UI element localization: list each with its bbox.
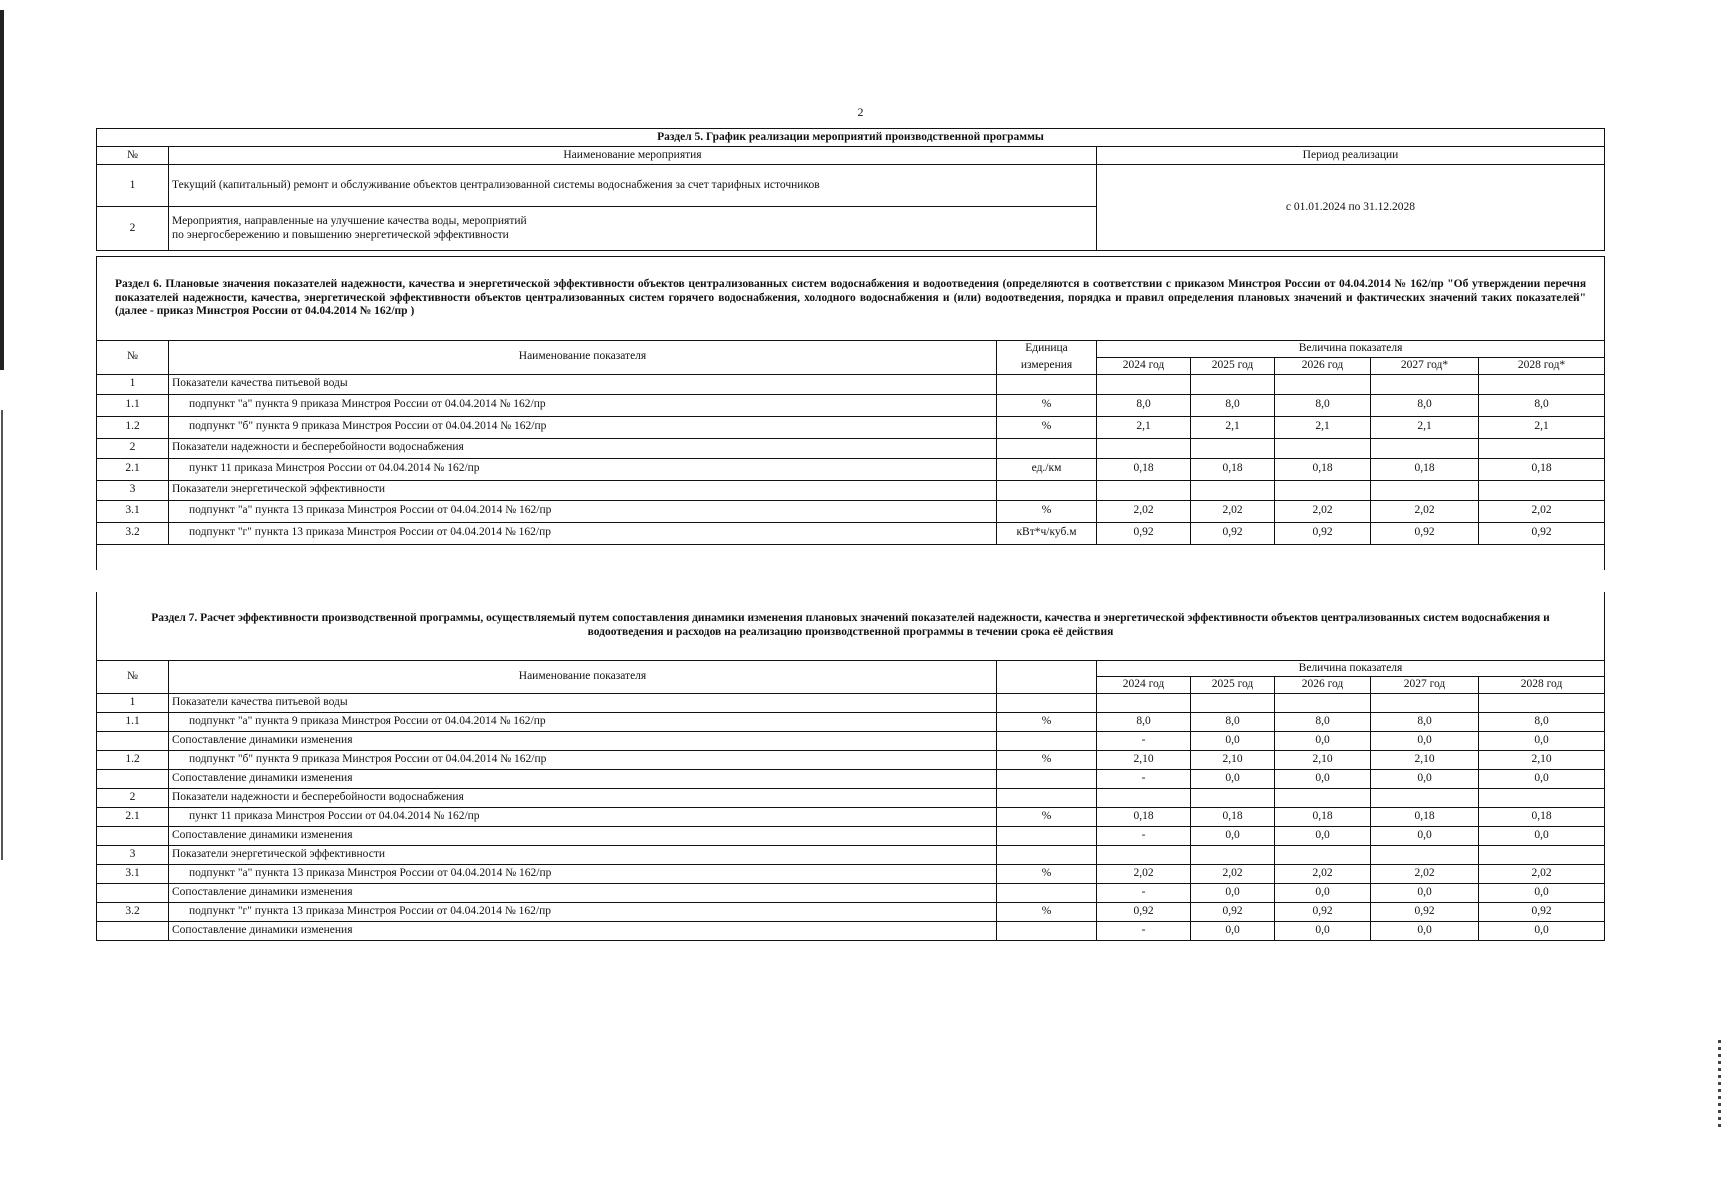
unit-cell [997,480,1097,500]
unit-cell: % [997,808,1097,827]
value-cell: 0,18 [1191,808,1275,827]
value-cell: 8,0 [1097,713,1191,732]
value-cell [1479,694,1605,713]
unit-cell: ед./км [997,458,1097,480]
unit-cell: % [997,903,1097,922]
value-cell: 2,02 [1097,865,1191,884]
indicator-name: подпункт "б" пункта 9 приказа Минстроя России от 04.04.2014 № 162/пр [169,416,997,438]
value-cell: 0,0 [1275,732,1371,751]
indicator-name: подпункт "а" пункта 13 приказа Минстроя России от 04.04.2014 № 162/пр [169,865,997,884]
year-header: 2025 год [1191,357,1275,374]
row-number: 1 [97,694,169,713]
table-row [97,500,1605,522]
indicator-name: Показатели качества питьевой воды [169,694,997,713]
value-cell: 0,18 [1371,458,1479,480]
year-header: 2028 год* [1479,357,1605,374]
col-name-header: Наименование показателя [169,660,997,694]
col-no-header: № [97,660,169,694]
col-unit-header [997,660,1097,694]
value-cell: 0,0 [1371,732,1479,751]
value-cell: 0,92 [1479,522,1605,544]
table-row [97,480,1605,500]
indicator-name: Показатели энергетической эффективности [169,846,997,865]
value-cell: - [1097,732,1191,751]
value-cell: 0,0 [1191,884,1275,903]
value-cell: 2,02 [1097,500,1191,522]
value-cell [1371,694,1479,713]
event-name: Мероприятия, направленные на улучшение качества воды, мероприятий по энергосбережению и повышению энергетической эффективности [169,207,1097,251]
table-row [97,827,1605,846]
value-cell [1371,789,1479,808]
value-cell [1479,846,1605,865]
unit-cell [997,922,1097,941]
value-cell: 2,1 [1371,416,1479,438]
value-cell: 2,10 [1479,751,1605,770]
col-period-header: Период реализации [1097,147,1605,165]
section7-table [96,592,1605,941]
row-number [97,884,169,903]
row-number: 1.2 [97,751,169,770]
value-cell: - [1097,770,1191,789]
indicator-name: подпункт "г" пункта 13 приказа Минстроя России от 04.04.2014 № 162/пр [169,903,997,922]
value-cell: 0,18 [1275,808,1371,827]
value-cell: - [1097,884,1191,903]
page-number: 2 [857,105,864,119]
value-cell [1479,789,1605,808]
value-cell: 0,0 [1275,827,1371,846]
value-cell [1371,480,1479,500]
row-number: 3 [97,846,169,865]
year-header: 2025 год [1191,677,1275,694]
col-name-header: Наименование показателя [169,341,997,375]
col-unit-header: измерения [997,357,1097,374]
indicator-name: Показатели качества питьевой воды [169,374,997,394]
value-cell: 0,18 [1275,458,1371,480]
value-cell: 0,18 [1097,458,1191,480]
col-value-header: Величина показателя [1097,341,1605,358]
table-row [97,374,1605,394]
year-header: 2028 год [1479,677,1605,694]
value-cell: 0,0 [1275,884,1371,903]
indicator-name: Показатели энергетической эффективности [169,480,997,500]
scan-edge-mark [0,10,4,370]
table-row [97,522,1605,544]
unit-cell: кВт*ч/куб.м [997,522,1097,544]
value-cell: 2,1 [1479,416,1605,438]
row-number: 2.1 [97,458,169,480]
table-row [97,694,1605,713]
row-number: 1.1 [97,394,169,416]
section5-table [96,128,1605,251]
value-cell: 2,10 [1275,751,1371,770]
row-number: 2 [97,207,169,251]
value-cell: 8,0 [1097,394,1191,416]
table-row [97,416,1605,438]
indicator-name: Сопоставление динамики изменения [169,732,997,751]
col-value-header: Величина показателя [1097,660,1605,677]
value-cell: 2,10 [1371,751,1479,770]
row-number: 3.1 [97,500,169,522]
value-cell [1097,438,1191,458]
row-number: 2.1 [97,808,169,827]
value-cell [1275,694,1371,713]
value-cell: 8,0 [1275,394,1371,416]
value-cell: 0,92 [1275,903,1371,922]
unit-cell [997,770,1097,789]
col-no-header: № [97,341,169,375]
unit-cell: % [997,865,1097,884]
value-cell: 2,10 [1191,751,1275,770]
table-row [97,751,1605,770]
section5-title: Раздел 5. График реализации мероприятий производственной программы [97,129,1605,147]
value-cell [1371,438,1479,458]
value-cell [1191,846,1275,865]
value-cell: 0,0 [1479,732,1605,751]
value-cell: 0,92 [1191,522,1275,544]
value-cell: 8,0 [1275,713,1371,732]
value-cell: 0,0 [1479,770,1605,789]
value-cell: 0,0 [1479,827,1605,846]
value-cell [1097,694,1191,713]
value-cell: 2,02 [1191,500,1275,522]
value-cell: 8,0 [1479,713,1605,732]
row-number: 3.2 [97,522,169,544]
year-header: 2024 год [1097,677,1191,694]
value-cell [1191,694,1275,713]
year-header: 2027 год* [1371,357,1479,374]
indicator-name: Сопоставление динамики изменения [169,827,997,846]
indicator-name: подпункт "а" пункта 9 приказа Минстроя России от 04.04.2014 № 162/пр [169,713,997,732]
value-cell [1371,846,1479,865]
value-cell [1479,480,1605,500]
table-row [97,922,1605,941]
table-row [97,732,1605,751]
section6-table [96,256,1605,570]
unit-cell: % [997,416,1097,438]
unit-cell: % [997,713,1097,732]
row-number [97,732,169,751]
table-row [97,903,1605,922]
value-cell: 0,0 [1191,827,1275,846]
value-cell: 0,0 [1191,770,1275,789]
value-cell [1275,480,1371,500]
value-cell: 2,1 [1275,416,1371,438]
value-cell: 0,92 [1097,522,1191,544]
row-number: 2 [97,438,169,458]
unit-cell [997,438,1097,458]
value-cell: 8,0 [1191,713,1275,732]
row-number: 1.1 [97,713,169,732]
event-name: Текущий (капитальный) ремонт и обслуживание объектов централизованной системы водоснабжения за счет тарифных источников [169,165,1097,207]
value-cell [1097,789,1191,808]
value-cell: 0,92 [1371,522,1479,544]
value-cell [1275,374,1371,394]
value-cell [1097,480,1191,500]
value-cell: 0,0 [1275,922,1371,941]
value-cell: 0,0 [1275,770,1371,789]
value-cell: 2,02 [1479,500,1605,522]
value-cell: 0,18 [1371,808,1479,827]
value-cell: 2,02 [1275,865,1371,884]
row-number: 3.1 [97,865,169,884]
unit-cell [997,694,1097,713]
row-number: 1 [97,374,169,394]
row-number: 1 [97,165,169,207]
value-cell: 2,02 [1191,865,1275,884]
value-cell: 2,1 [1191,416,1275,438]
implementation-period: с 01.01.2024 по 31.12.2028 [1097,165,1605,251]
value-cell: 8,0 [1191,394,1275,416]
value-cell [1275,789,1371,808]
value-cell: 0,0 [1479,884,1605,903]
table-row [97,165,1605,207]
value-cell: 0,0 [1479,922,1605,941]
value-cell: 8,0 [1371,713,1479,732]
value-cell: 0,92 [1191,903,1275,922]
value-cell [1275,846,1371,865]
unit-cell [997,884,1097,903]
table-row [97,789,1605,808]
indicator-name: Показатели надежности и бесперебойности водоснабжения [169,438,997,458]
year-header: 2026 год [1275,677,1371,694]
value-cell: - [1097,922,1191,941]
indicator-name: Сопоставление динамики изменения [169,770,997,789]
value-cell: 0,0 [1191,922,1275,941]
value-cell: 2,02 [1371,500,1479,522]
year-header: 2027 год [1371,677,1479,694]
scan-edge-mark [1,410,3,860]
indicator-name: Сопоставление динамики изменения [169,884,997,903]
value-cell: 0,92 [1479,903,1605,922]
value-cell [1479,438,1605,458]
table-row [97,846,1605,865]
table-row [97,770,1605,789]
section6-body [97,374,1605,544]
row-number: 1.2 [97,416,169,438]
section7-title: Раздел 7. Расчет эффективности производственной программы, осуществляемый путем сопоставления динамики изменения плановых значений показателей надежности, качества и энергетической эффективности объектов централизованных систем водоснабжения и водоотведения и расходов на реализацию производственной программы в течении срока её действия [97,592,1605,660]
table-row [97,394,1605,416]
value-cell [1097,374,1191,394]
indicator-name: пункт 11 приказа Минстроя России от 04.04.2014 № 162/пр [169,808,997,827]
value-cell: - [1097,827,1191,846]
table-row [97,808,1605,827]
indicator-name: Сопоставление динамики изменения [169,922,997,941]
value-cell: 0,18 [1479,458,1605,480]
indicator-name: подпункт "а" пункта 13 приказа Минстроя России от 04.04.2014 № 162/пр [169,500,997,522]
unit-cell [997,846,1097,865]
value-cell [1191,480,1275,500]
value-cell [1191,374,1275,394]
indicator-name: Показатели надежности и бесперебойности водоснабжения [169,789,997,808]
value-cell: 0,92 [1097,903,1191,922]
table-row [97,438,1605,458]
section7-body [97,694,1605,941]
value-cell [1191,789,1275,808]
value-cell: 0,0 [1371,884,1479,903]
value-cell: 0,18 [1479,808,1605,827]
value-cell: 2,02 [1371,865,1479,884]
table-row [97,458,1605,480]
unit-cell [997,732,1097,751]
unit-cell [997,374,1097,394]
value-cell: 8,0 [1479,394,1605,416]
col-unit-header: Единица [997,341,1097,358]
col-name-header: Наименование мероприятия [169,147,1097,165]
table-row [97,865,1605,884]
value-cell: 0,18 [1191,458,1275,480]
row-number [97,827,169,846]
unit-cell [997,827,1097,846]
year-header: 2026 год [1275,357,1371,374]
value-cell [1371,374,1479,394]
value-cell: 2,02 [1275,500,1371,522]
row-number: 3 [97,480,169,500]
unit-cell [997,789,1097,808]
col-no-header: № [97,147,169,165]
value-cell [1479,374,1605,394]
table-row [97,884,1605,903]
value-cell: 2,10 [1097,751,1191,770]
section6-title: Раздел 6. Плановые значения показателей надежности, качества и энергетической эффективности объектов централизованных систем водоснабжения и водоотведения (определяются в соответствии с приказом Минстроя России от 04.04.2014 № 162/пр "Об утверждении перечня показателей надежности, качества, энергетической эффективности объектов централизованных систем горячего водоснабжения, холодного водоснабжения и (или) водоотведения, порядка и правил определения плановых значений и фактических значений таких показателей" (далее - приказ Минстроя России от 04.04.2014 № 162/пр ) [97,257,1605,341]
unit-cell: % [997,500,1097,522]
value-cell: 0,0 [1371,770,1479,789]
row-number: 2 [97,789,169,808]
value-cell: 0,92 [1371,903,1479,922]
value-cell: 0,18 [1097,808,1191,827]
unit-cell: % [997,394,1097,416]
value-cell [1191,438,1275,458]
value-cell [1097,846,1191,865]
value-cell: 0,92 [1275,522,1371,544]
value-cell: 0,0 [1371,827,1479,846]
value-cell: 0,0 [1191,732,1275,751]
value-cell: 2,02 [1479,865,1605,884]
value-cell: 8,0 [1371,394,1479,416]
row-number [97,770,169,789]
row-number [97,922,169,941]
value-cell [1275,438,1371,458]
year-header: 2024 год [1097,357,1191,374]
table-row [97,713,1605,732]
unit-cell: % [997,751,1097,770]
row-number: 3.2 [97,903,169,922]
value-cell: 0,0 [1371,922,1479,941]
spacer-row [97,544,1605,570]
indicator-name: подпункт "г" пункта 13 приказа Минстроя России от 04.04.2014 № 162/пр [169,522,997,544]
value-cell: 2,1 [1097,416,1191,438]
indicator-name: подпункт "б" пункта 9 приказа Минстроя России от 04.04.2014 № 162/пр [169,751,997,770]
indicator-name: подпункт "а" пункта 9 приказа Минстроя России от 04.04.2014 № 162/пр [169,394,997,416]
indicator-name: пункт 11 приказа Минстроя России от 04.04.2014 № 162/пр [169,458,997,480]
